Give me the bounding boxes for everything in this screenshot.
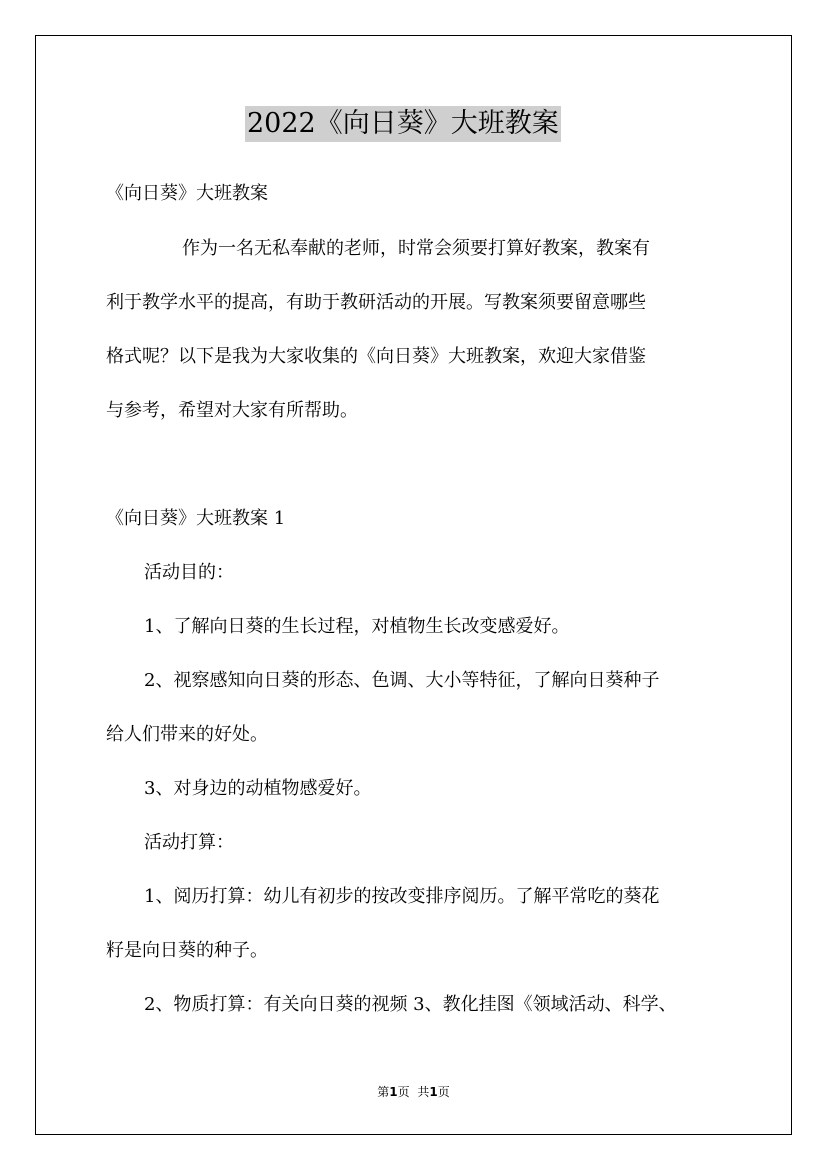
body-line-2: 1、了解向日葵的生长过程，对植物生长改变感爱好。: [144, 616, 570, 637]
body-line-1: 活动目的：: [144, 562, 234, 583]
document-title: 2022《向日葵》大班教案: [245, 106, 561, 142]
body-line-6: 活动打算：: [144, 832, 234, 853]
body-line-9: 2、物质打算：有关向日葵的视频 3、教化挂图《领域活动、科学、: [144, 994, 677, 1015]
footer-page-total: 1: [429, 1085, 438, 1099]
footer-total-suffix: 页: [437, 1085, 450, 1099]
body-line-7: 1、阅历打算：幼儿有初步的按改变排序阅历。了解平常吃的葵花: [144, 886, 660, 907]
body-line-5: 3、对身边的动植物感爱好。: [144, 778, 372, 799]
intro-line-4: 与参考，希望对大家有所帮助。: [106, 400, 358, 421]
intro-line-2: 利于教学水平的提高，有助于教研活动的开展。写教案须要留意哪些: [106, 292, 646, 313]
intro-line-3: 格式呢？以下是我为大家收集的《向日葵》大班教案，欢迎大家借鉴: [106, 346, 646, 367]
body-line-3: 2、视察感知向日葵的形态、色调、大小等特征，了解向日葵种子: [144, 670, 660, 691]
footer-total-prefix: 共: [417, 1085, 430, 1099]
footer-page-current: 1: [389, 1085, 398, 1099]
page-footer: [0, 1084, 827, 1100]
document-subtitle: 《向日葵》大班教案: [106, 183, 268, 204]
footer-page-prefix: 第: [377, 1085, 390, 1099]
footer-page-suffix: 页: [397, 1085, 410, 1099]
body-line-8: 籽是向日葵的种子。: [106, 940, 268, 961]
intro-line-1: 作为一名无私奉献的老师，时常会须要打算好教案，教案有: [182, 238, 650, 259]
section-heading: 《向日葵》大班教案 1: [106, 508, 286, 529]
body-line-4: 给人们带来的好处。: [106, 724, 268, 745]
